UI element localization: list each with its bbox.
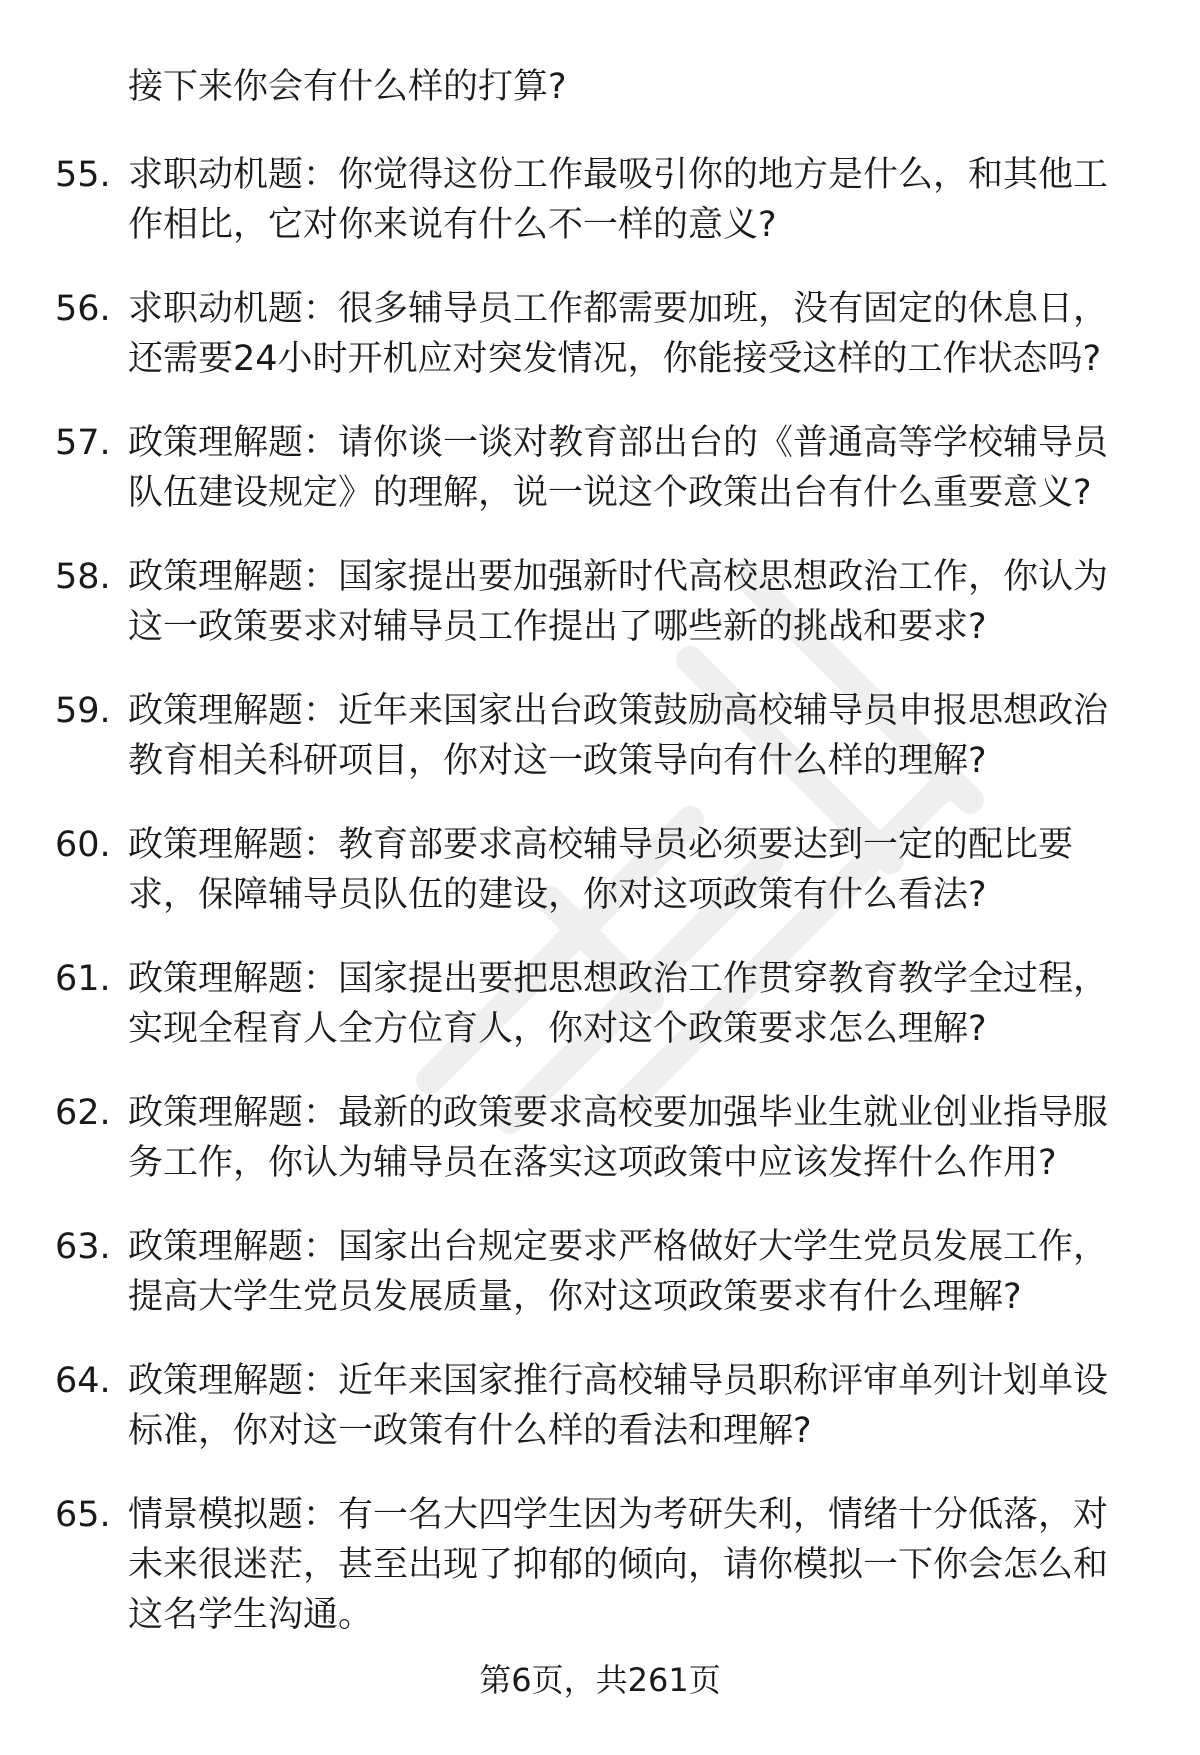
- question-number: 56.: [55, 289, 111, 329]
- question-item: [0, 820, 1200, 920]
- question-text: 政策理解题：教育部要求高校辅导员必须要达到一定的配比要求，保障辅导员队伍的建设，你对这项政策有什么看法?: [128, 825, 1074, 915]
- question-item: [0, 686, 1200, 786]
- question-item: [0, 1088, 1200, 1188]
- question-text: 求职动机题：很多辅导员工作都需要加班，没有固定的休息日，还需要24小时开机应对突发情况，你能接受这样的工作状态吗?: [128, 289, 1109, 379]
- question-text: 求职动机题：你觉得这份工作最吸引你的地方是什么，和其他工作相比，它对你来说有什么不一样的意义?: [128, 155, 1109, 245]
- question-text: 政策理解题：请你谈一谈对教育部出台的《普通高等学校辅导员队伍建设规定》的理解，说一说这个政策出台有什么重要意义?: [128, 423, 1109, 513]
- question-number: 59.: [55, 691, 111, 731]
- question-item: [0, 1490, 1200, 1640]
- question-number: 60.: [55, 825, 111, 865]
- question-text: 情景模拟题：有一名大四学生因为考研失利，情绪十分低落，对未来很迷茫，甚至出现了抑郁的倾向，请你模拟一下你会怎么和这名学生沟通。: [128, 1495, 1109, 1635]
- question-text: 政策理解题：近年来国家推行高校辅导员职称评审单列计划单设标准，你对这一政策有什么样的看法和理解?: [128, 1361, 1109, 1451]
- question-list: [0, 150, 1200, 1674]
- question-text: 政策理解题：国家出台规定要求严格做好大学生党员发展工作，提高大学生党员发展质量，你对这项政策要求有什么理解?: [128, 1227, 1109, 1317]
- question-item: [0, 552, 1200, 652]
- continuation-text: 接下来你会有什么样的打算?: [128, 67, 567, 107]
- question-number: 61.: [55, 959, 111, 999]
- question-item: [0, 1356, 1200, 1456]
- question-text: 政策理解题：国家提出要把思想政治工作贯穿教育教学全过程，实现全程育人全方位育人，你对这个政策要求怎么理解?: [128, 959, 1109, 1049]
- question-number: 58.: [55, 557, 111, 597]
- question-item: [0, 150, 1200, 250]
- question-item: [0, 1222, 1200, 1322]
- question-item: [0, 954, 1200, 1054]
- question-item: [0, 284, 1200, 384]
- question-number: 63.: [55, 1227, 111, 1267]
- question-number: 57.: [55, 423, 111, 463]
- page-footer: 第6页，共261页: [479, 1661, 721, 1699]
- question-text: 政策理解题：近年来国家出台政策鼓励高校辅导员申报思想政治教育相关科研项目，你对这一政策导向有什么样的理解?: [128, 691, 1109, 781]
- question-number: 65.: [55, 1495, 111, 1535]
- question-number: 64.: [55, 1361, 111, 1401]
- question-number: 55.: [55, 155, 111, 195]
- question-text: 政策理解题：国家提出要加强新时代高校思想政治工作，你认为这一政策要求对辅导员工作提出了哪些新的挑战和要求?: [128, 557, 1109, 647]
- question-number: 62.: [55, 1093, 111, 1133]
- question-item: [0, 418, 1200, 518]
- question-text: 政策理解题：最新的政策要求高校要加强毕业生就业创业指导服务工作，你认为辅导员在落实这项政策中应该发挥什么作用?: [128, 1093, 1109, 1183]
